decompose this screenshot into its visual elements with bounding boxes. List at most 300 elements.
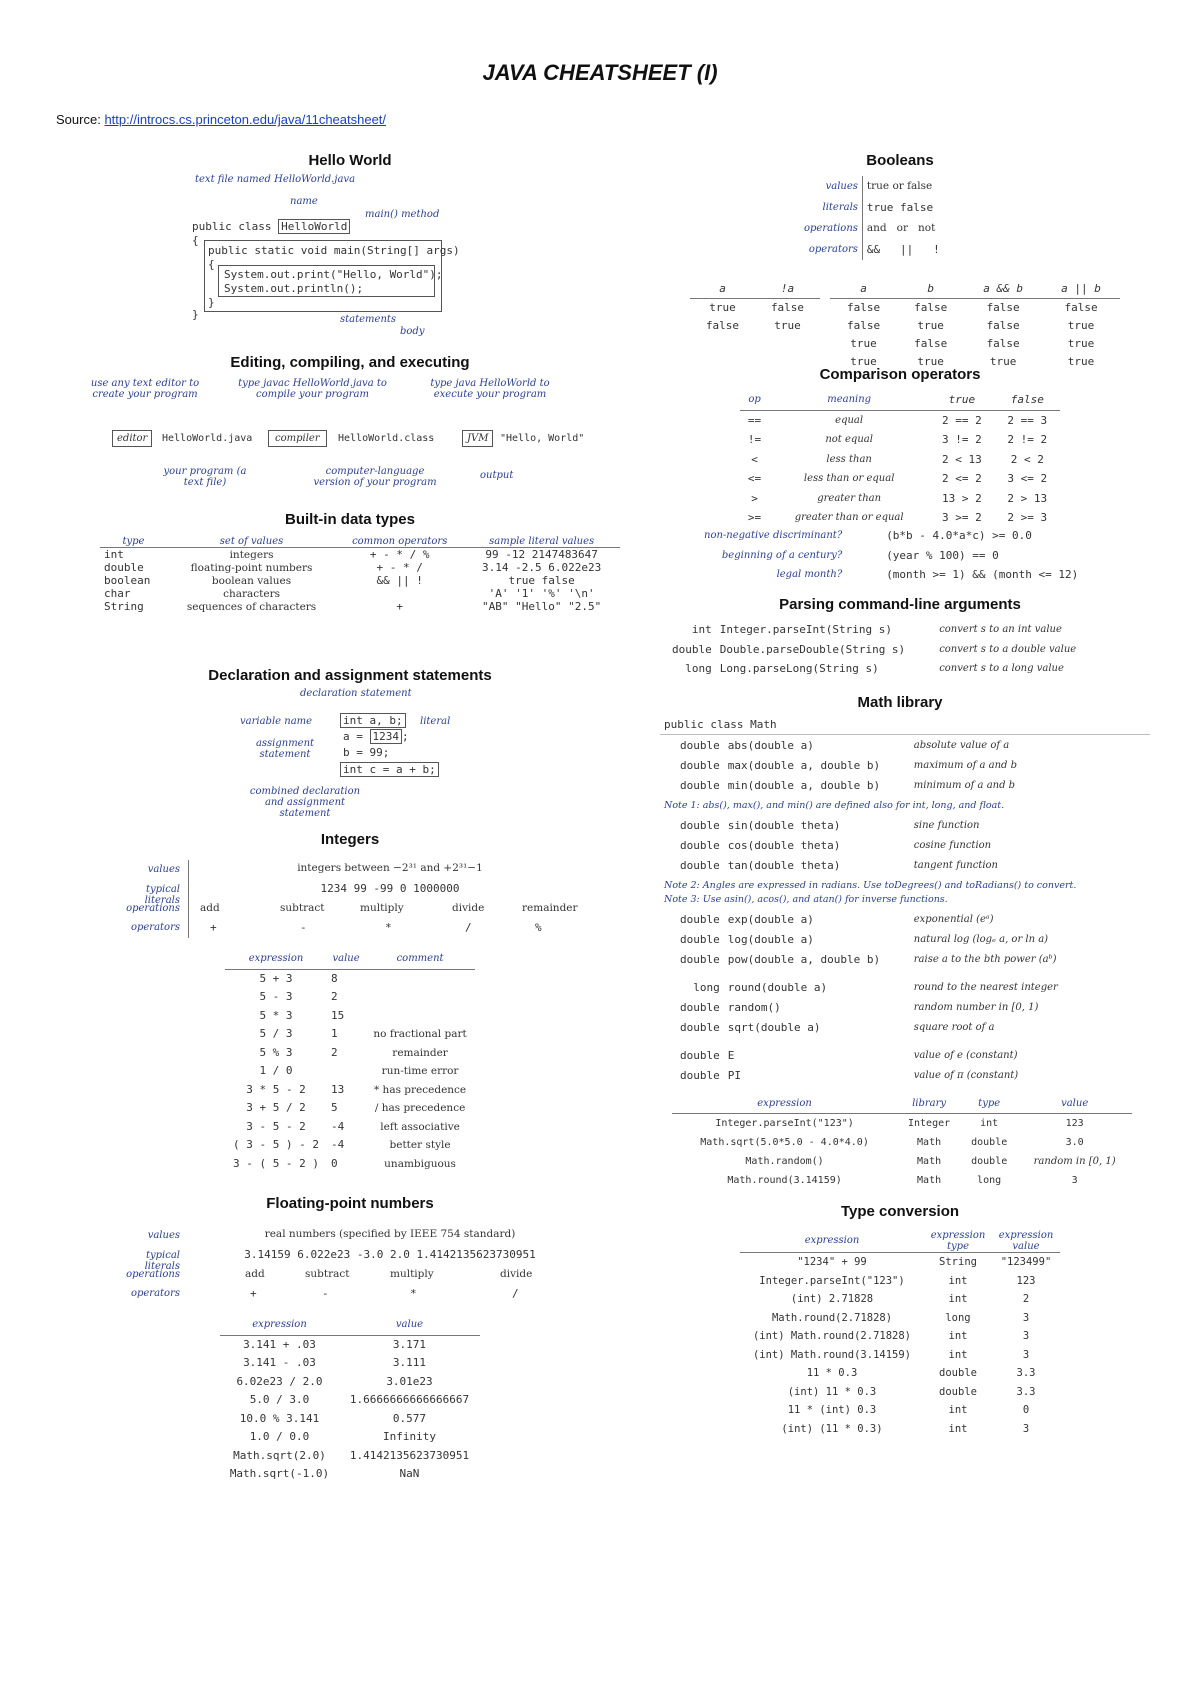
table-row bbox=[830, 317, 1120, 335]
table-cell: random() bbox=[727, 1001, 781, 1014]
sym-rem: % bbox=[535, 921, 542, 934]
table-cell: 2 bbox=[1022, 1293, 1030, 1305]
table-cell: false bbox=[914, 301, 948, 314]
table-cell: double bbox=[680, 933, 720, 946]
table-cell: raise a to the bth power (aᵇ) bbox=[913, 954, 1057, 965]
table-cell: 3.171 bbox=[392, 1337, 427, 1351]
booleans-summary bbox=[800, 176, 944, 260]
table-cell bbox=[365, 969, 475, 988]
table-cell: == bbox=[747, 413, 762, 427]
table-cell: 3 bbox=[1022, 1348, 1030, 1361]
col-true: true bbox=[929, 390, 994, 410]
compile-note: type javac HelloWorld.java to compile your program bbox=[238, 378, 387, 400]
table-cell: 2 == 3 bbox=[1007, 413, 1048, 427]
execute-note: type java HelloWorld to execute your program bbox=[430, 378, 550, 400]
table-cell: 5 - 3 bbox=[259, 990, 293, 1003]
table-cell: greater than or equal bbox=[794, 512, 904, 523]
table-cell: (int) 11 * 0.3 bbox=[787, 1385, 877, 1398]
table-cell: Integer.parseInt(String s) bbox=[719, 623, 892, 636]
table-row bbox=[700, 526, 1082, 546]
table-cell: 2 == 2 bbox=[942, 413, 982, 427]
code-line-3: System.out.print("Hello, World"); bbox=[224, 268, 443, 281]
table-cell: double bbox=[680, 839, 720, 852]
table-row bbox=[800, 239, 944, 260]
integers-heading: Integers bbox=[320, 831, 380, 848]
table-row bbox=[676, 1018, 1062, 1038]
table-cell: tan(double theta) bbox=[727, 859, 841, 872]
table-row bbox=[740, 430, 1060, 450]
literals-label: typical literals bbox=[144, 1250, 180, 1272]
table-cell: Integer bbox=[908, 1118, 951, 1129]
table-row bbox=[690, 317, 820, 335]
table-row bbox=[676, 836, 1002, 856]
operators-label: operators bbox=[130, 1288, 180, 1299]
table-cell: 0 bbox=[1022, 1404, 1030, 1416]
values-label: values bbox=[147, 864, 180, 875]
table-cell: 3 >= 2 bbox=[942, 511, 982, 524]
table-cell: double bbox=[680, 913, 720, 926]
table-row bbox=[740, 410, 1060, 430]
table-cell: long bbox=[693, 981, 720, 994]
table-row bbox=[220, 1391, 480, 1410]
table-cell: literals bbox=[800, 197, 862, 218]
table-cell: sine function bbox=[913, 820, 980, 831]
program-note: your program (a text file) bbox=[163, 466, 247, 488]
table-row bbox=[740, 1346, 1060, 1365]
table-cell: 6.02e23 / 2.0 bbox=[236, 1374, 323, 1388]
op-mul: multiply bbox=[360, 902, 404, 914]
table-cell: Math bbox=[917, 1137, 942, 1148]
table-cell bbox=[336, 587, 463, 600]
table-cell: String bbox=[939, 1256, 977, 1268]
table-cell: (year % 100) == 0 bbox=[886, 548, 999, 562]
table-row bbox=[672, 1152, 1132, 1171]
op-mul: multiply bbox=[390, 1268, 434, 1280]
table-row bbox=[740, 1309, 1060, 1328]
floats-summary bbox=[110, 1226, 580, 1302]
table-cell: 0 bbox=[331, 1156, 338, 1170]
table-cell: 5 / 3 bbox=[259, 1027, 293, 1040]
table-cell: no fractional part bbox=[373, 1028, 467, 1040]
table-row bbox=[740, 489, 1060, 509]
table-cell: left associative bbox=[380, 1120, 460, 1133]
sym-div: / bbox=[512, 1287, 519, 1300]
table-cell: false bbox=[705, 319, 740, 332]
table-cell: exp(double a) bbox=[727, 913, 814, 926]
combined-line: int c = a + b; bbox=[340, 762, 439, 777]
table-cell: equal bbox=[835, 414, 864, 426]
table-cell: false bbox=[986, 301, 1020, 314]
sym-add: + bbox=[210, 921, 217, 934]
table-cell: true bbox=[1067, 355, 1095, 368]
table-cell: Integer.parseInt("123") bbox=[715, 1118, 854, 1129]
table-cell: square root of a bbox=[913, 1022, 995, 1033]
decl-line: int a, b; bbox=[340, 713, 406, 728]
table-cell bbox=[365, 1007, 475, 1026]
col-library: library bbox=[897, 1094, 961, 1114]
table-cell: boolean bbox=[104, 574, 151, 587]
table-cell: round to the nearest integer bbox=[913, 982, 1058, 993]
table-cell: false bbox=[986, 319, 1020, 332]
table-row bbox=[740, 1290, 1060, 1309]
table-row bbox=[220, 1410, 480, 1429]
body-label: body bbox=[400, 326, 425, 337]
hello-heading: Hello World bbox=[308, 152, 392, 169]
table-cell: double bbox=[680, 779, 720, 792]
col-expression: expression bbox=[672, 1094, 897, 1114]
sym-add: + bbox=[250, 1287, 257, 1300]
table-cell: value of π (constant) bbox=[913, 1070, 1019, 1081]
col-operators: common operators bbox=[336, 536, 463, 548]
table-row bbox=[676, 910, 1061, 930]
table-cell: 5 * 3 bbox=[259, 1008, 293, 1022]
table-cell: (int) (11 * 0.3) bbox=[781, 1422, 883, 1435]
table-cell: cos(double theta) bbox=[727, 839, 841, 852]
table-row bbox=[690, 299, 820, 318]
declaration-diagram bbox=[240, 688, 500, 819]
table-cell: 8 bbox=[331, 971, 338, 985]
table-cell: 15 bbox=[331, 1008, 345, 1022]
statements-label: statements bbox=[340, 314, 397, 325]
table-cell: 2 < 2 bbox=[1010, 452, 1044, 466]
table-row bbox=[676, 950, 1061, 970]
table-cell: max(double a, double b) bbox=[727, 759, 881, 772]
table-cell: cosine function bbox=[913, 840, 992, 851]
table-cell: String bbox=[104, 600, 144, 613]
table-cell: (month >= 1) && (month <= 12) bbox=[886, 568, 1079, 581]
table-row bbox=[100, 561, 620, 574]
table-cell: 3 + 5 / 2 bbox=[246, 1101, 306, 1114]
code-line-1: public class HelloWorld bbox=[192, 220, 350, 233]
table-cell: integers bbox=[229, 548, 274, 561]
table-cell: 99 -12 2147483647 bbox=[485, 548, 598, 561]
table-cell: less than or equal bbox=[803, 473, 895, 484]
table-row bbox=[225, 1025, 475, 1044]
sym-mul: * bbox=[410, 1287, 417, 1300]
table-cell: Math.sqrt(2.0) bbox=[233, 1448, 326, 1462]
table-cell: 3 bbox=[1071, 1175, 1078, 1186]
table-row bbox=[676, 756, 1021, 776]
table-cell: 2 >= 3 bbox=[1007, 511, 1048, 524]
math-group-1 bbox=[676, 736, 1021, 796]
table-row bbox=[676, 856, 1002, 876]
table-cell: Math.random() bbox=[745, 1156, 824, 1167]
table-cell: "123499" bbox=[1000, 1256, 1052, 1268]
decl-label: declaration statement bbox=[300, 688, 412, 699]
col-expression: expression bbox=[225, 950, 327, 969]
col-expression: expression bbox=[220, 1316, 339, 1335]
table-row bbox=[740, 1272, 1060, 1291]
table-cell: 5 % 3 bbox=[259, 1045, 293, 1059]
table-row bbox=[225, 1118, 475, 1137]
table-cell: double bbox=[104, 561, 144, 574]
table-cell: random in [0, 1) bbox=[1033, 1156, 1116, 1167]
op-sub: subtract bbox=[305, 1268, 350, 1280]
table-cell: convert s to a double value bbox=[939, 643, 1077, 655]
table-row bbox=[740, 469, 1060, 489]
table-row bbox=[668, 659, 1080, 679]
table-row bbox=[225, 969, 475, 988]
sym-sub: - bbox=[300, 921, 307, 934]
datatypes-table bbox=[100, 536, 620, 613]
sym-div: / bbox=[465, 921, 472, 934]
col-expression: expression bbox=[740, 1230, 924, 1253]
table-cell: 1.0 / 0.0 bbox=[249, 1430, 310, 1443]
math-heading: Math library bbox=[857, 694, 943, 711]
table-cell: Infinity bbox=[383, 1430, 436, 1443]
table-row bbox=[700, 546, 1082, 566]
col-a: a bbox=[690, 280, 755, 299]
table-cell: 3 * 5 - 2 bbox=[246, 1082, 306, 1096]
table-row bbox=[225, 988, 475, 1007]
source-line bbox=[56, 112, 386, 127]
table-cell: double bbox=[680, 759, 720, 772]
table-cell: && || ! bbox=[866, 243, 940, 256]
integers-table bbox=[225, 950, 475, 1173]
math-group-4 bbox=[676, 978, 1062, 1038]
table-cell: beginning of a century? bbox=[721, 549, 843, 561]
table-cell: int bbox=[948, 1330, 968, 1342]
not-truth-table bbox=[690, 280, 820, 335]
table-cell: 123 bbox=[1016, 1274, 1036, 1287]
table-row bbox=[740, 1383, 1060, 1402]
table-cell: true false bbox=[508, 574, 575, 587]
table-cell: run-time error bbox=[381, 1065, 459, 1077]
table-cell: double bbox=[680, 819, 720, 832]
table-cell: double bbox=[680, 1049, 720, 1062]
table-cell: ( 3 - 5 ) - 2 bbox=[232, 1138, 320, 1151]
values-label: values bbox=[147, 1230, 180, 1241]
table-cell: 2 != 2 bbox=[1007, 433, 1048, 446]
table-cell: boolean values bbox=[211, 574, 292, 587]
conversion-table bbox=[740, 1230, 1060, 1438]
table-cell: Math.round(2.71828) bbox=[771, 1311, 893, 1324]
table-row bbox=[225, 1081, 475, 1100]
code-brace-4: } bbox=[192, 308, 199, 321]
table-cell: log(double a) bbox=[727, 933, 814, 946]
table-cell: 13 bbox=[331, 1082, 345, 1096]
table-cell: double bbox=[971, 1156, 1008, 1167]
table-cell: maximum of a and b bbox=[913, 760, 1018, 771]
table-cell: convert s to an int value bbox=[939, 624, 1062, 635]
table-cell: 2 <= 2 bbox=[942, 472, 982, 485]
source-link[interactable]: http://introcs.cs.princeton.edu/java/11cheatsheet/ bbox=[104, 112, 387, 127]
table-cell: 3.141 - .03 bbox=[243, 1356, 316, 1369]
table-row bbox=[100, 600, 620, 613]
table-cell: operators bbox=[800, 239, 862, 260]
main-label: main() method bbox=[365, 209, 440, 220]
output-note: output bbox=[480, 470, 514, 481]
table-cell: sequences of characters bbox=[186, 600, 317, 613]
table-cell: absolute value of a bbox=[913, 740, 1010, 751]
table-cell: 3.111 bbox=[392, 1356, 427, 1369]
col-not-a: !a bbox=[755, 280, 820, 299]
editing-heading: Editing, compiling, and executing bbox=[230, 354, 470, 371]
table-row bbox=[830, 335, 1120, 353]
table-cell: false bbox=[986, 337, 1020, 350]
table-cell: 5 + 3 bbox=[259, 971, 293, 985]
table-cell bbox=[327, 1062, 365, 1081]
table-cell: int bbox=[948, 1293, 968, 1305]
table-row bbox=[220, 1428, 480, 1447]
table-cell: int bbox=[980, 1118, 999, 1129]
col-literals: sample literal values bbox=[463, 536, 620, 548]
table-cell: long bbox=[977, 1175, 1002, 1186]
hello-world-diagram bbox=[190, 172, 490, 342]
code-brace-3: } bbox=[208, 296, 215, 309]
table-cell: false bbox=[1064, 301, 1098, 314]
table-cell: 5.0 / 3.0 bbox=[249, 1393, 310, 1406]
table-cell: 123 bbox=[1065, 1118, 1084, 1129]
table-cell: legal month? bbox=[776, 569, 843, 580]
table-cell: 1 bbox=[331, 1027, 338, 1040]
table-cell: false bbox=[770, 301, 805, 314]
table-row bbox=[676, 736, 1021, 756]
literal-label: literal bbox=[420, 716, 451, 727]
table-cell: 2 bbox=[331, 990, 338, 1003]
table-row bbox=[676, 1066, 1022, 1086]
table-cell: abs(double a) bbox=[727, 739, 814, 752]
table-cell: 3 - 5 - 2 bbox=[246, 1119, 306, 1133]
table-cell: pow(double a, double b) bbox=[727, 953, 881, 966]
col-type: type bbox=[961, 1094, 1017, 1114]
table-cell: 3 != 2 bbox=[942, 433, 982, 446]
table-cell: Long.parseLong(String s) bbox=[719, 662, 879, 675]
declaration-heading: Declaration and assignment statements bbox=[208, 667, 492, 684]
table-cell: "AB" "Hello" "2.5" bbox=[482, 600, 602, 613]
table-cell: double bbox=[971, 1137, 1008, 1148]
table-row bbox=[700, 565, 1082, 585]
math-group-5 bbox=[676, 1046, 1022, 1086]
literals-label: typical literals bbox=[144, 884, 180, 906]
table-cell: false bbox=[846, 301, 881, 314]
table-cell: + bbox=[396, 600, 404, 613]
table-cell: double bbox=[672, 642, 712, 656]
op-rem: remainder bbox=[522, 902, 578, 914]
table-row bbox=[672, 1133, 1132, 1152]
op-add: add bbox=[245, 1268, 265, 1280]
table-cell: <= bbox=[747, 472, 762, 485]
floats-heading: Floating-point numbers bbox=[266, 1195, 434, 1212]
table-row bbox=[672, 1114, 1132, 1134]
combined-label: combined declaration and assignment statement bbox=[249, 786, 361, 819]
table-row bbox=[800, 218, 944, 239]
table-cell: / has precedence bbox=[374, 1102, 466, 1114]
table-row bbox=[740, 1327, 1060, 1346]
table-cell: int bbox=[948, 1422, 968, 1435]
table-cell: min(double a, double b) bbox=[727, 779, 881, 792]
table-row bbox=[740, 1364, 1060, 1383]
sym-mul: * bbox=[385, 921, 392, 934]
table-cell: greater than bbox=[817, 492, 882, 504]
table-row bbox=[220, 1465, 480, 1484]
table-row bbox=[676, 776, 1021, 796]
math-note-1: Note 1: abs(), max(), and min() are defined also for int, long, and float. bbox=[664, 800, 1005, 811]
table-row bbox=[225, 1007, 475, 1026]
table-cell: (b*b - 4.0*a*c) >= 0.0 bbox=[886, 529, 1032, 542]
table-cell: non-negative discriminant? bbox=[704, 530, 843, 541]
table-cell: char bbox=[104, 587, 131, 600]
table-row bbox=[100, 548, 620, 562]
table-cell: long bbox=[945, 1311, 971, 1324]
table-cell: + - * / % bbox=[369, 548, 430, 561]
var-label: variable name bbox=[240, 716, 313, 727]
table-cell: int bbox=[948, 1348, 968, 1361]
table-cell: 2 > 13 bbox=[1007, 491, 1048, 505]
col-value: value bbox=[1017, 1094, 1132, 1114]
jvm-box: JVM bbox=[462, 430, 493, 447]
table-cell: exponential (eᵃ) bbox=[913, 914, 994, 925]
operations-label: operations bbox=[126, 1269, 180, 1280]
col-values: set of values bbox=[167, 536, 336, 548]
table-row bbox=[676, 816, 1002, 836]
table-row bbox=[668, 640, 1080, 660]
table-cell: E bbox=[727, 1049, 735, 1062]
table-cell: int bbox=[691, 623, 712, 636]
table-cell: random number in [0, 1) bbox=[913, 1002, 1039, 1013]
table-cell: natural log (logₑ a, or ln a) bbox=[913, 934, 1049, 945]
col-op: op bbox=[740, 390, 769, 410]
table-cell: 'A' '1' '%' '\n' bbox=[488, 587, 595, 600]
table-cell: double bbox=[939, 1367, 977, 1379]
table-row bbox=[225, 1136, 475, 1155]
table-cell: true bbox=[1067, 319, 1095, 332]
table-cell: Math.round(3.14159) bbox=[727, 1175, 842, 1186]
table-row bbox=[676, 998, 1062, 1018]
math-class-line: public class Math bbox=[664, 718, 777, 731]
file-label: text file named HelloWorld.java bbox=[195, 174, 356, 185]
table-cell: double bbox=[680, 739, 720, 752]
table-cell: false bbox=[846, 319, 881, 332]
col-value: value bbox=[339, 1316, 480, 1335]
table-cell: int bbox=[948, 1274, 968, 1287]
parsing-table bbox=[668, 620, 1080, 679]
table-cell: 5 bbox=[331, 1101, 338, 1114]
table-cell: sin(double theta) bbox=[727, 819, 841, 832]
editor-note: use any text editor to create your program bbox=[90, 378, 200, 400]
col-a: a bbox=[830, 280, 897, 299]
col-false: false bbox=[995, 390, 1060, 410]
table-cell: true bbox=[917, 355, 944, 368]
table-cell: Math bbox=[917, 1175, 942, 1186]
math-group-3 bbox=[676, 910, 1061, 970]
table-cell: floating-point numbers bbox=[190, 561, 313, 574]
table-cell: (int) 2.71828 bbox=[790, 1293, 874, 1305]
literals-text: 1234 99 -99 0 1000000 bbox=[320, 882, 460, 895]
code-brace: { bbox=[192, 234, 199, 247]
operators-label: operators bbox=[130, 922, 180, 933]
table-cell: long bbox=[685, 662, 712, 675]
table-cell: 3 <= 2 bbox=[1007, 472, 1048, 485]
datatypes-heading: Built-in data types bbox=[284, 511, 415, 528]
table-cell: 3 - ( 5 - 2 ) bbox=[232, 1156, 320, 1170]
col-type: type bbox=[100, 536, 167, 548]
table-cell: (int) Math.round(3.14159) bbox=[752, 1348, 912, 1361]
editor-box: editor bbox=[112, 430, 152, 447]
table-row bbox=[830, 299, 1120, 318]
table-row bbox=[740, 1420, 1060, 1439]
math-examples-table bbox=[672, 1094, 1132, 1190]
code-line-4: System.out.println(); bbox=[224, 282, 364, 295]
conversion-heading: Type conversion bbox=[840, 1203, 960, 1220]
table-cell: 3.141 + .03 bbox=[243, 1337, 316, 1351]
table-row bbox=[676, 1046, 1022, 1066]
bytecode-note: computer-language version of your program bbox=[313, 466, 437, 488]
table-cell: 3.0 bbox=[1065, 1137, 1084, 1148]
table-cell: value of e (constant) bbox=[913, 1050, 1018, 1061]
table-row bbox=[740, 508, 1060, 528]
compiler-box: compiler bbox=[268, 430, 327, 447]
